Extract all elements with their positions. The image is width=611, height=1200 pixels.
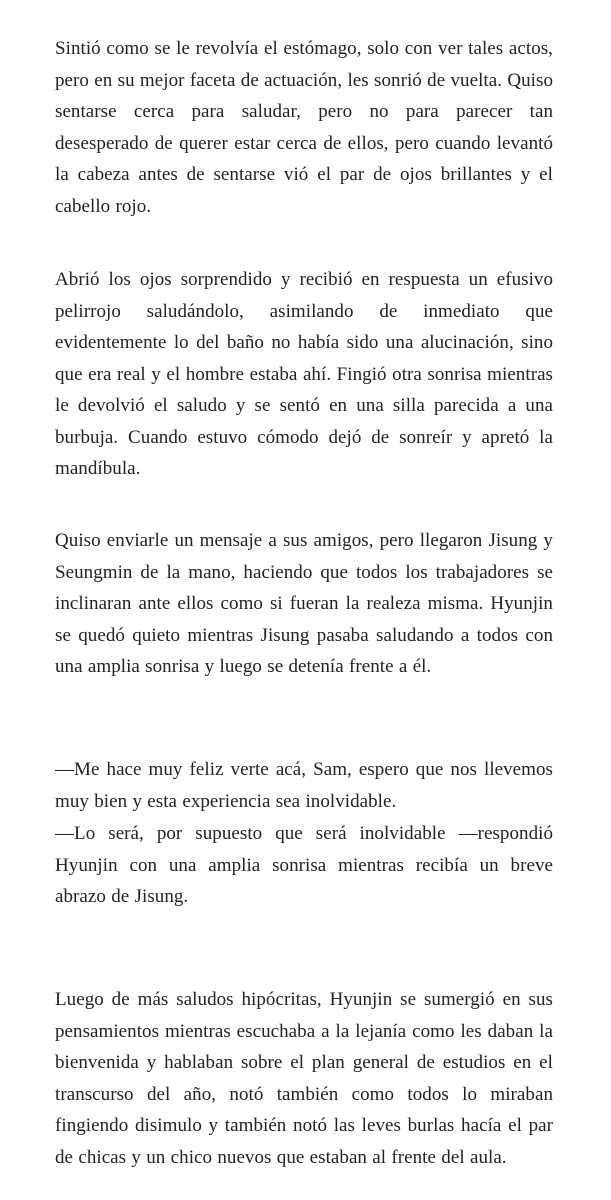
dialogue-line-2: —Lo será, por supuesto que será inolvidable —respondió Hyunjin con una amplia sonrisa mientras recibía un breve abrazo de Jisung. xyxy=(55,823,553,907)
paragraph-1: Sintió como se le revolvía el estómago, solo con ver tales actos, pero en su mejor faceta de actuación, les sonrió de vuelta. Quiso sentarse cerca para saludar, pero no para parecer tan desesperado de querer estar cerca de ellos, pero cuando levantó la cabeza antes de sentarse vió el par de ojos brillantes y el cabello rojo. xyxy=(55,38,553,217)
paragraph-2: Abrió los ojos sorprendido y recibió en respuesta un efusivo pelirrojo saludándolo, asimilando de inmediato que evidentemente lo del baño no había sido una alucinación, sino que era real y el hombre estaba ahí. Fingió otra sonrisa mientras le devolvió el saludo y se sentó en una silla parecida a una burbuja. Cuando estuvo cómodo dejó de sonreír y apretó la mandíbula. xyxy=(55,269,553,479)
paragraph-4: Luego de más saludos hipócritas, Hyunjin se sumergió en sus pensamientos mientras escuchaba a la lejanía como les daban la bienvenida y hablaban sobre el plan general de estudios en el transcurso del año, notó también como todos lo miraban fingiendo disimulo y también notó las leves burlas hacía el par de chicas y un chico nuevos que estaban al frente del aula. xyxy=(55,989,553,1168)
dialogue-line-1: —Me hace muy feliz verte acá, Sam, espero que nos llevemos muy bien y esta experiencia sea inolvidable. xyxy=(55,759,553,812)
paragraph-3: Quiso enviarle un mensaje a sus amigos, pero llegaron Jisung y Seungmin de la mano, haciendo que todos los trabajadores se inclinaran ante ellos como si fueran la realeza misma. Hyunjin se quedó quieto mientras Jisung pasaba saludando a todos con una amplia sonrisa y luego se detenía frente a él. xyxy=(55,530,553,677)
